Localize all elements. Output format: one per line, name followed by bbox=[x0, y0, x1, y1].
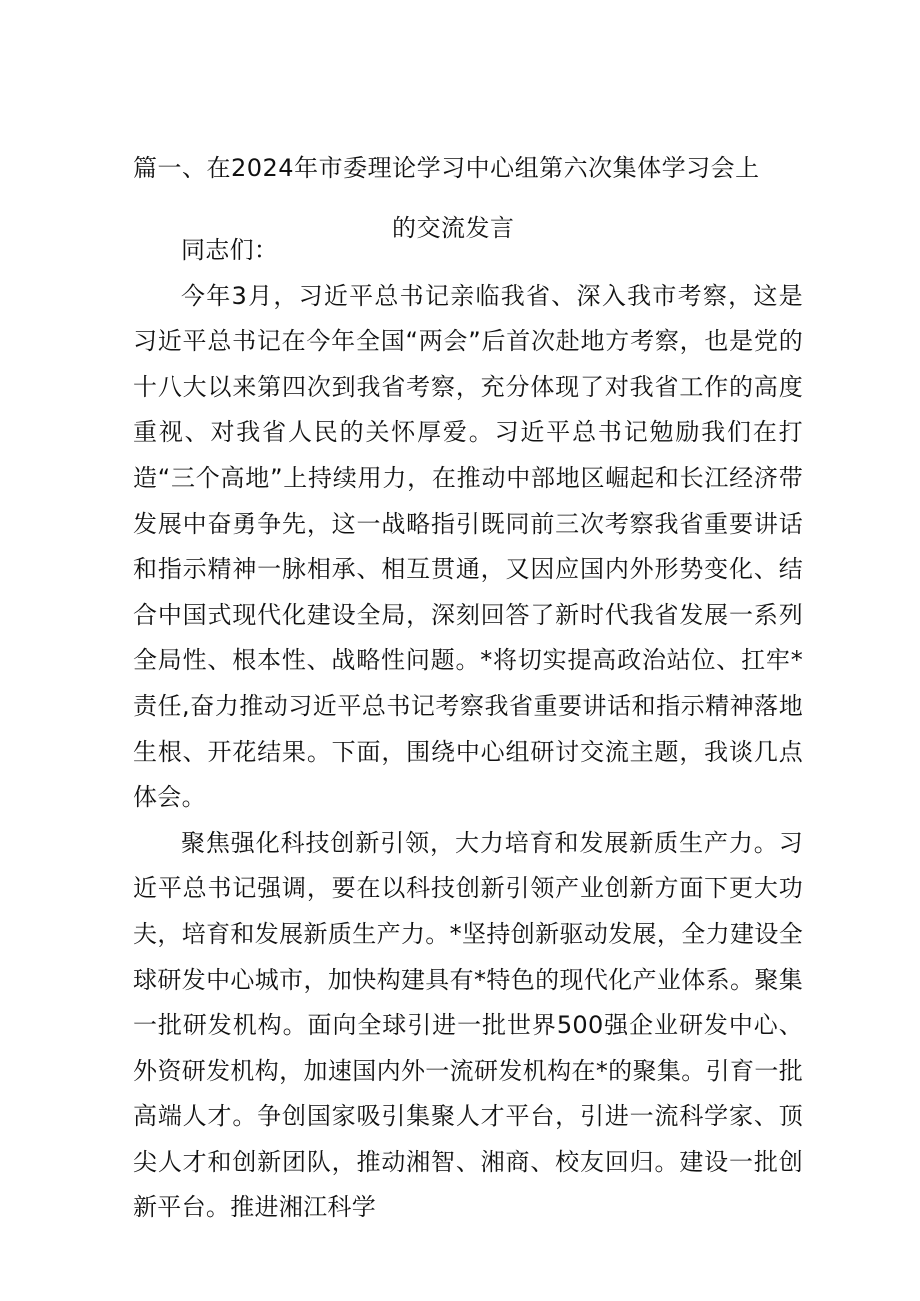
document-title-line-1: 篇一、在2024年市委理论学习中心组第六次集体学习会上 bbox=[133, 154, 760, 182]
document-body bbox=[133, 228, 803, 1231]
greeting: 同志们： bbox=[181, 236, 279, 264]
paragraph-1: 今年3月，习近平总书记亲临我省、深入我市考察，这是习近平总书记在今年全国“两会”后首次赴地方考察，也是党的十八大以来第四次到我省考察，充分体现了对我省工作的高度重视、对我省人民的关怀厚爱。习近平总书记勉励我们在打造“三个高地”上持续用力，在推动中部地区崛起和长江经济带发展中奋勇争先，这一战略指引既同前三次考察我省重要讲话和指示精神一脉相承、相互贯通，又因应国内外形势变化、结合中国式现代化建设全局，深刻回答了新时代我省发展一系列全局性、根本性、战略性问题。*将切实提高政治站位、扛牢*责任,奋力推动习近平总书记考察我省重要讲话和指示精神落地生根、开花结果。下面，围绕中心组研讨交流主题，我谈几点体会。 bbox=[133, 281, 803, 812]
document-title-line-2: 的交流发言 bbox=[392, 214, 515, 242]
paragraph-2: 聚焦强化科技创新引领，大力培育和发展新质生产力。习近平总书记强调，要在以科技创新引领产业创新方面下更大功夫，培育和发展新质生产力。*坚持创新驱动发展，全力建设全球研发中心城市，加快构建具有*特色的现代化产业体系。聚集一批研发机构。面向全球引进一批世界500强企业研发中心、外资研发机构，加速国内外一流研发机构在*的聚集。引育一批高端人才。争创国家吸引集聚人才平台，引进一流科学家、顶尖人才和创新团队，推动湘智、湘商、校友回归。建设一批创新平台。推进湘江科学 bbox=[133, 828, 803, 1222]
